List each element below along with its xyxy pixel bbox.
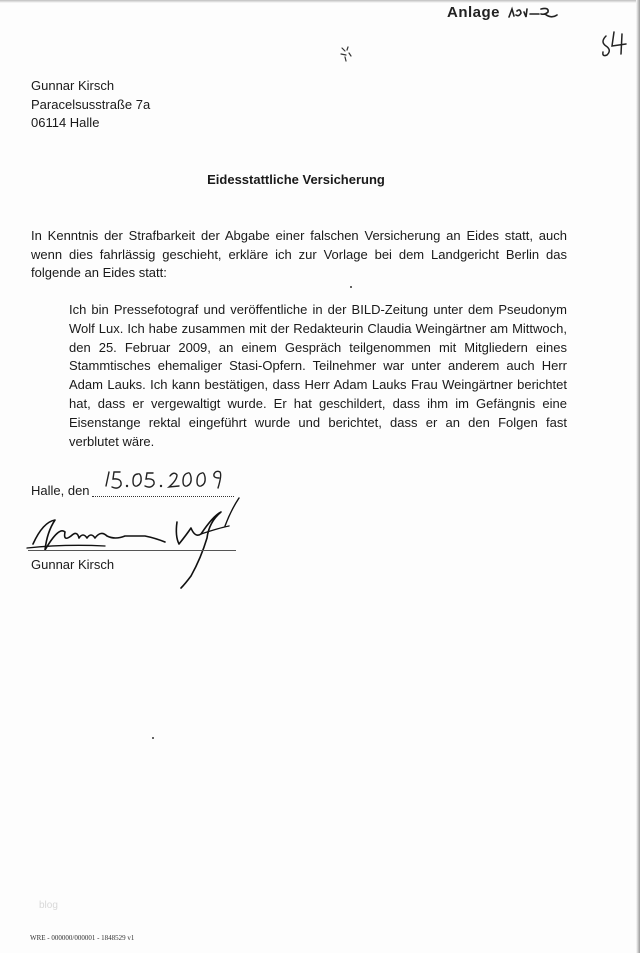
anlage-stamp: Anlage bbox=[447, 4, 501, 21]
intro-paragraph: In Kenntnis der Strafbarkeit der Abgabe einer falschen Versicherung an Eides statt, auch wenn dies fahrlässig geschieht, erkläre ich zur Vorlage bei dem Landgericht Berlin das folgende an Eides statt: bbox=[31, 228, 567, 281]
sender-street: Paracelsusstraße 7a bbox=[31, 96, 151, 112]
sender-address bbox=[31, 77, 150, 133]
place-date-label: Halle, den bbox=[31, 483, 90, 498]
signature-line bbox=[28, 550, 236, 551]
sender-city: 06114 Halle bbox=[31, 115, 100, 130]
scan-speck bbox=[350, 286, 352, 288]
signer-name: Gunnar Kirsch bbox=[31, 557, 115, 572]
document-title: Eidesstattliche Versicherung bbox=[207, 172, 385, 187]
handwritten-page-number bbox=[598, 28, 632, 60]
scan-speck-cluster bbox=[336, 44, 356, 64]
faint-watermark: blog bbox=[39, 900, 58, 911]
statement-paragraph: Ich bin Pressefotograf und veröffentliche in der BILD-Zeitung unter dem Pseudonym Wolf Lux. Ich habe zusammen mit der Redakteurin Claudia Weingärtner am Mittwoch, den 25. Februar 2009, an einem Gespräch teilgenommen mit Mitgliedern eines Stammtisches ehemaliger Stasi-Opfern. Teilnehmer war unter anderem auch Herr Adam Lauks. Ich kann bestätigen, dass Herr Adam Lauks Frau Weingärtner berichtet hat, dass er vergewaltigt wurde. Er hat geschildert, dass ihm im Gefängnis eine Eisenstange rektal eingeführt wurde und berichtet, dass er an den Folgen fast verblutet wäre. bbox=[69, 302, 567, 449]
handwritten-signature bbox=[25, 492, 275, 592]
handwritten-annex-number bbox=[505, 2, 565, 24]
document-reference: WRE - 000000/000001 - 1848529 v1 bbox=[30, 934, 135, 942]
scan-speck bbox=[152, 737, 154, 739]
sender-name: Gunnar Kirsch bbox=[31, 78, 115, 93]
scan-edge-right bbox=[636, 0, 640, 953]
